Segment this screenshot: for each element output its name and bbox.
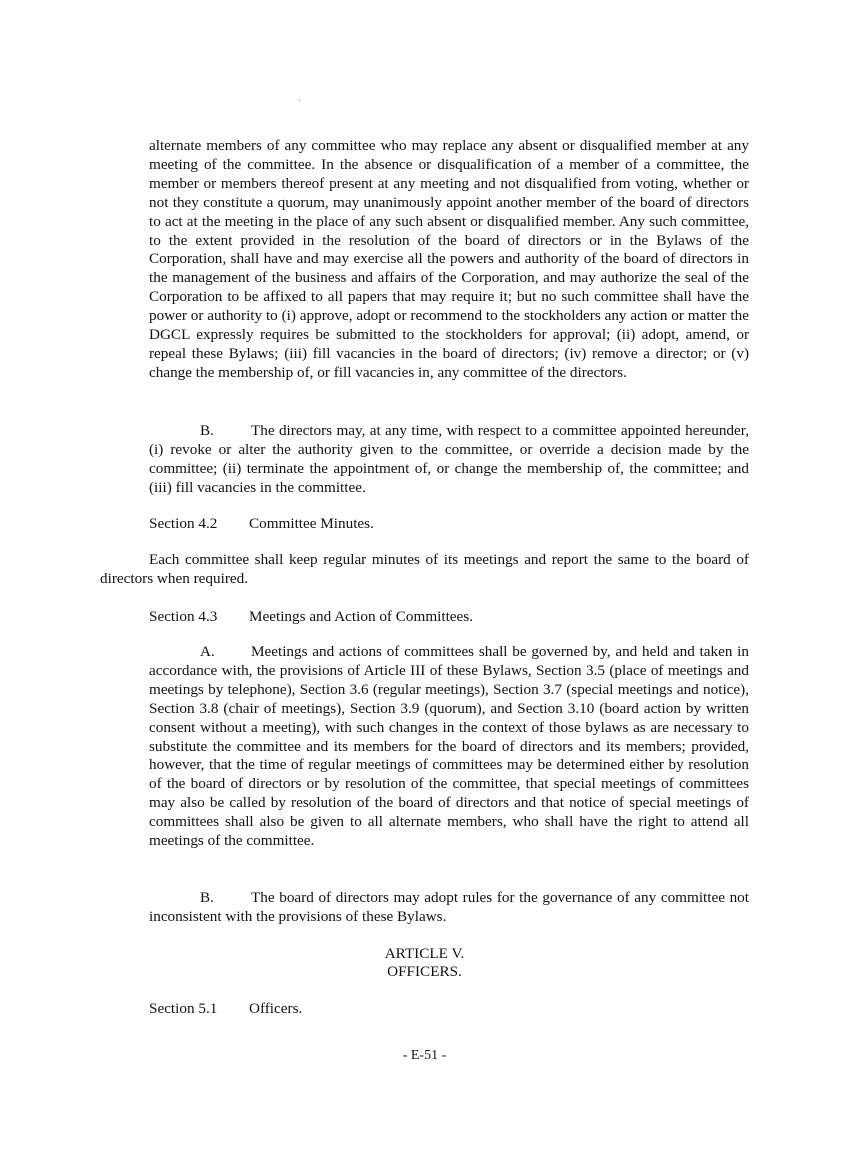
paragraph-text: The directors may, at any time, with respect to a committee appointed hereunder, (i) revoke or alter the authority given to the committee, or override a decision made by the committee; (ii) terminate the appointment of, or change the membership of, the committee; and (iii) fill vacancies in the committee. (149, 422, 749, 496)
paragraph-text: The board of directors may adopt rules for the governance of any committee not inconsistent with the provisions of these Bylaws. (149, 889, 749, 925)
section-number: Section 4.2 (149, 515, 218, 532)
section-title: Committee Minutes. (249, 515, 374, 532)
section-number: Section 4.3 (149, 608, 218, 625)
section-4-2-heading (149, 514, 374, 533)
paragraph-text: Meetings and actions of committees shall be governed by, and held and taken in accordance with, the provisions of Article III of these Bylaws, Section 3.5 (place of meetings and meetings by telephone), Section 3.6 (regular meetings), Section 3.7 (special meetings and notice), Section 3.8 (chair of meetings), Section 3.9 (quorum), and Section 3.10 (board action by written consent without a meeting), with such changes in the context of those bylaws as are necessary to substitute the committee and its members for the board of directors and its members; provided, however, that the time of regular meetings of committees may be determined either by resolution of the board of directors or by resolution of the committee, that special meetings of committees may also be called by resolution of the board of directors and that notice of special meetings of committees shall also be given to all alternate members, who shall have the right to attend all meetings of the committee. (149, 643, 749, 850)
section-5-1-heading (149, 999, 302, 1018)
section-4-3-paragraph-b (149, 889, 749, 927)
paragraph-4-1-continuation: alternate members of any committee who may replace any absent or disqualified member at any meeting of the committee. In the absence or disqualification of a member of a committee, the member or members thereof present at any meeting and not disqualified from voting, whether or not they constitute a quorum, may unanimously appoint another member of the board of directors to act at the meeting in the place of any such absent or disqualified member. Any such committee, to the extent provided in the resolution of the board of directors or in the Bylaws of the Corporation, shall have and may exercise all the powers and authority of the board of directors in the management of the business and affairs of the Corporation, and may authorize the seal of the Corporation to be affixed to all papers that may require it; but no such committee shall have the power or authority to (i) approve, adopt or recommend to the stockholders any action or matter the DGCL expressly requires be submitted to the stockholders for approval; (ii) adopt, amend, or repeal these Bylaws; (iii) fill vacancies in the board of directors; (iv) remove a director; or (v) change the membership of, or fill vacancies in, any committee of the directors. (149, 137, 749, 381)
section-title: Officers. (249, 1000, 303, 1017)
scan-mark (299, 100, 300, 101)
page-number: - E-51 - (402, 1048, 447, 1063)
section-number: Section 5.1 (149, 1000, 218, 1017)
section-4-3-heading (149, 607, 473, 626)
paragraph-label: A. (200, 643, 215, 660)
paragraph-4-1-b (149, 422, 749, 498)
article-heading: ARTICLE V. (384, 945, 465, 962)
section-4-2-text: Each committee shall keep regular minutes of its meetings and report the same to the board of directors when required. (100, 551, 749, 587)
paragraph-label: B. (200, 422, 214, 439)
section-title: Meetings and Action of Committees. (249, 608, 473, 625)
section-4-3-paragraph-a (149, 643, 749, 851)
article-subheading: OFFICERS. (387, 963, 462, 980)
paragraph-label: B. (200, 889, 214, 906)
